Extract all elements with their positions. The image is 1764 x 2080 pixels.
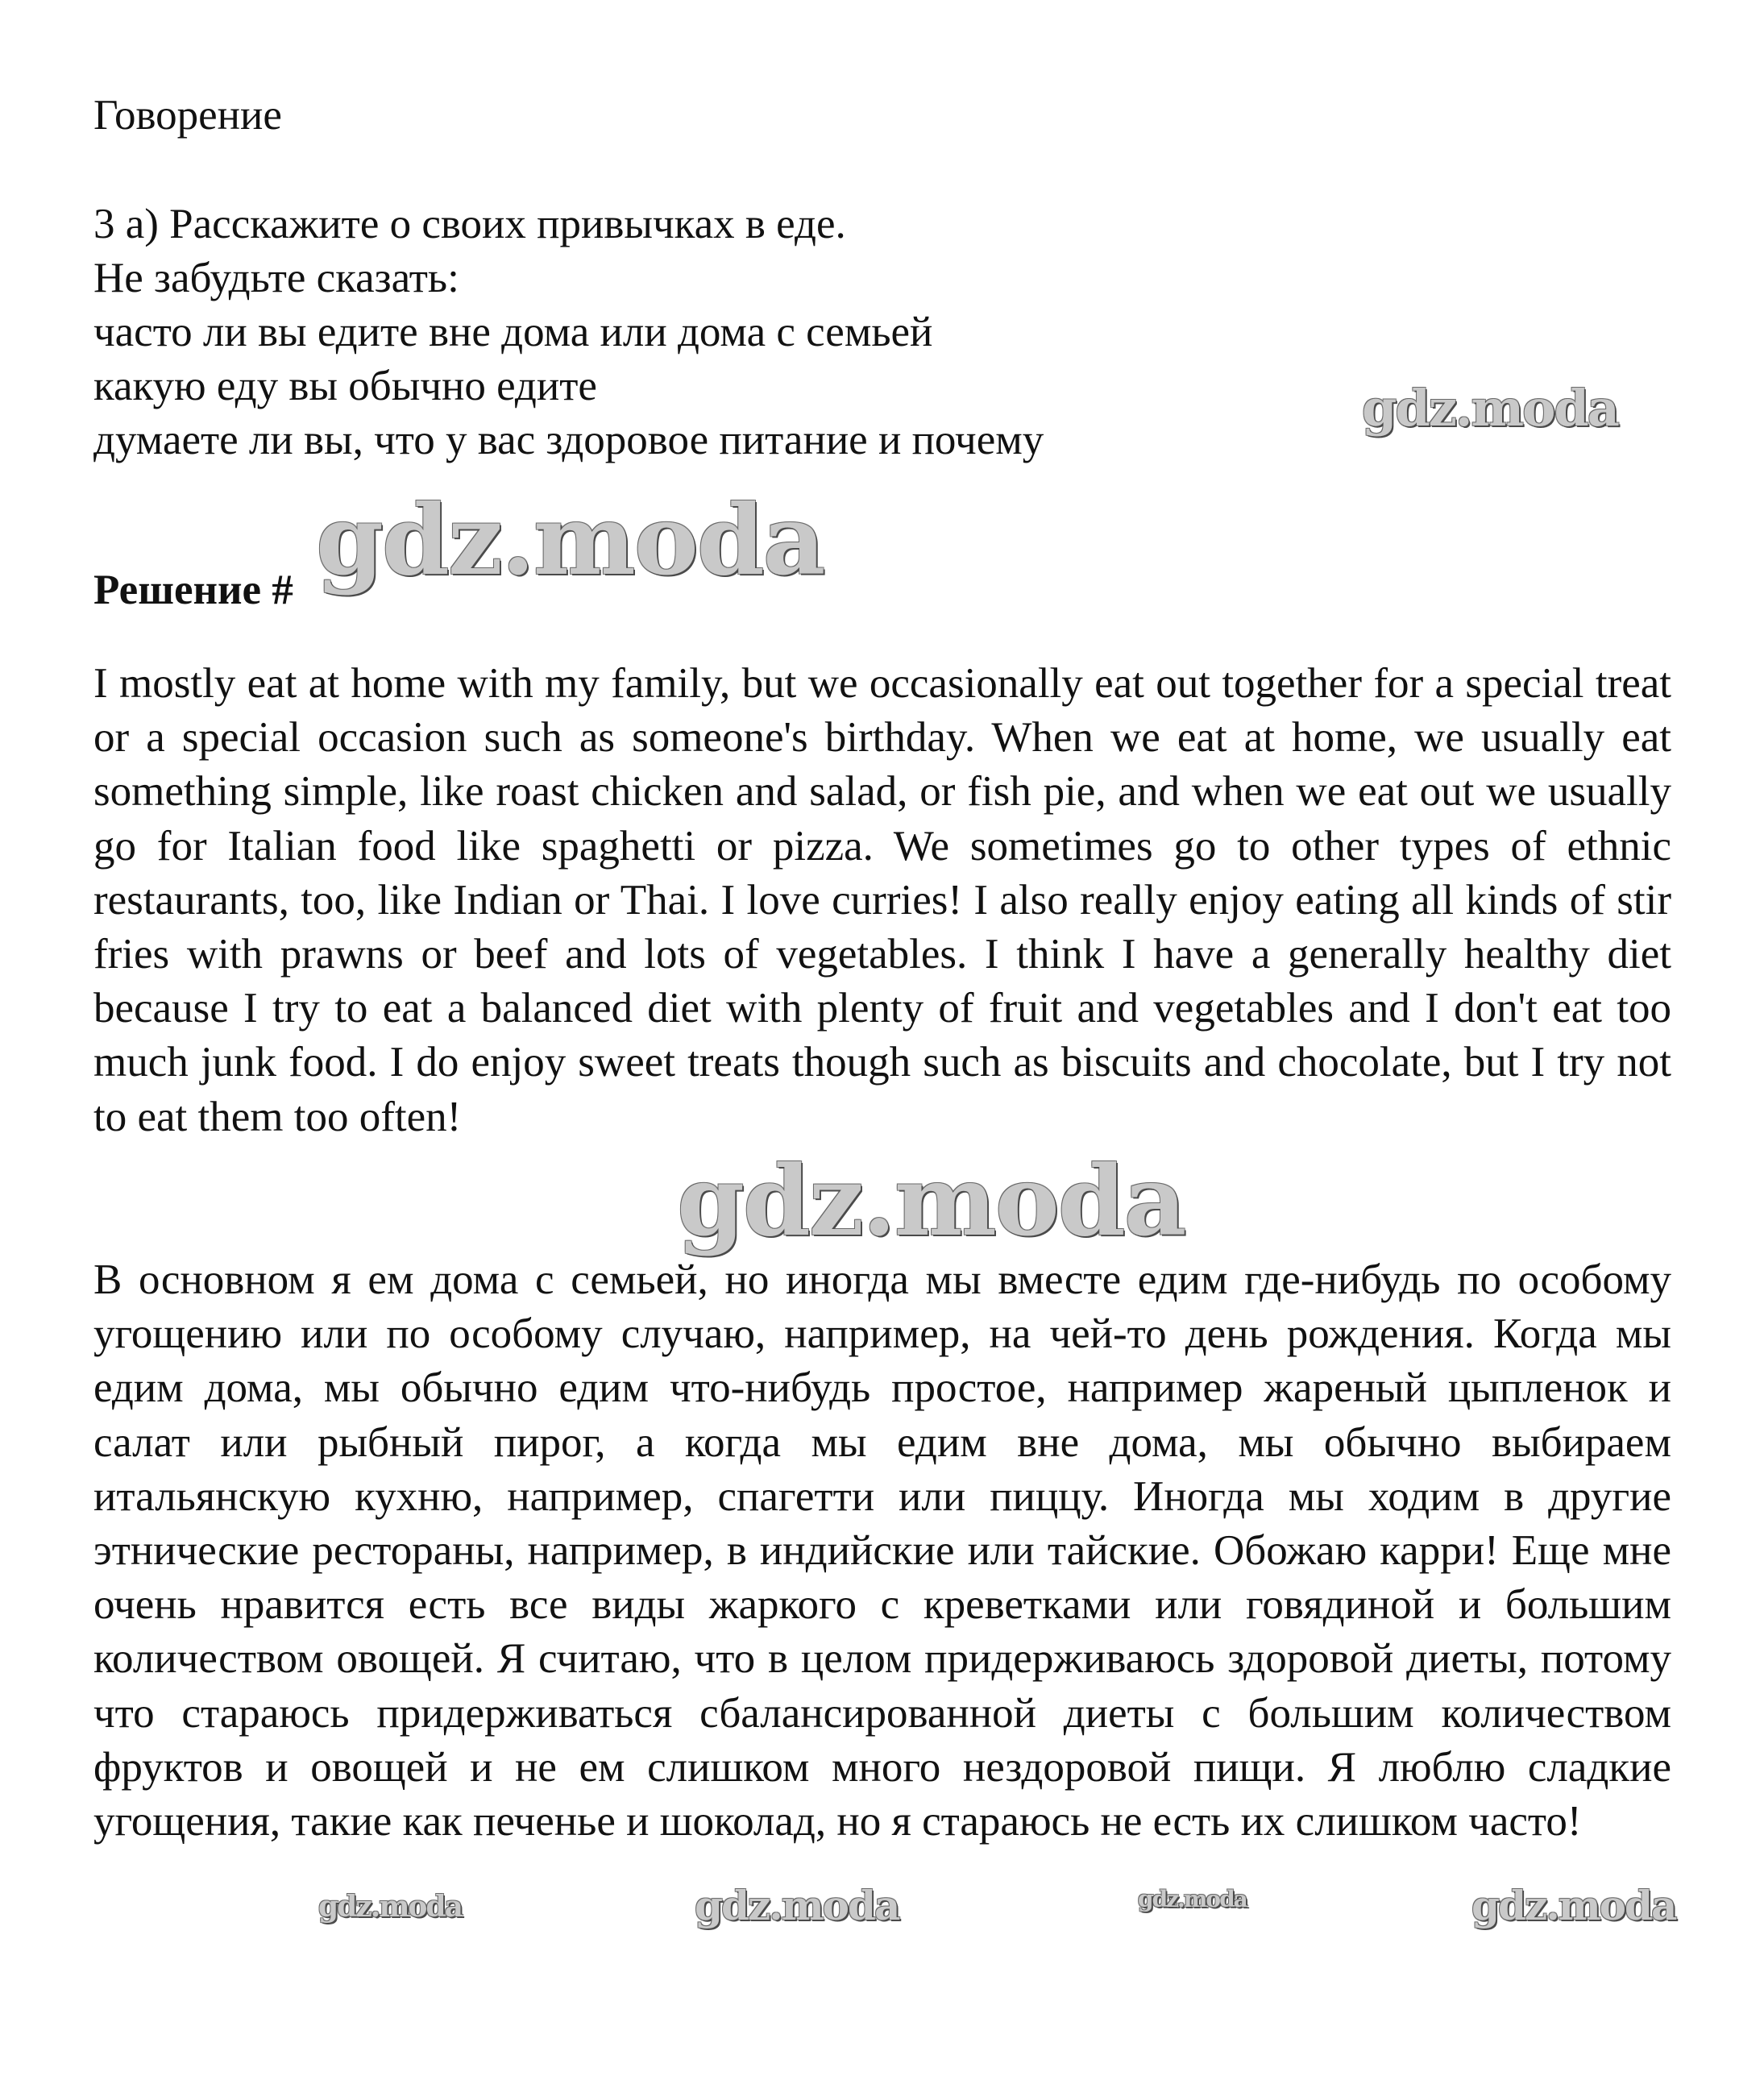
section-title: Говорение (93, 92, 282, 139)
watermark-logo: gdz.moda (318, 1890, 462, 1924)
watermark-logo: gdz.moda (677, 1144, 1185, 1258)
task-line: часто ли вы едите вне дома или дома с семьей (93, 309, 933, 355)
answer-russian: В основном я ем дома с семьей, но иногда мы вместе едим где-нибудь по особому угощению или по особому случаю, например, на чей-то день рождения. Когда мы едим дома, мы обычно едим что-нибудь простое, например жареный цыпленок и салат или рыбный пирог, а когда мы едим вне дома, мы обычно выбираем итальянскую кухню, например, спагетти или пиццу. Иногда мы ходим в другие этнические рестораны, например, в индийские или тайские. Обожаю карри! Еще мне очень нравится есть все виды жаркого с креветками или говядиной и большим количеством овощей. Я считаю, что в целом придерживаюсь здоровой диеты, потому что стараюсь придерживаться сбалансированной диеты с большим количеством фруктов и овощей и не ем слишком много нездоровой пищи. Я люблю сладкие угощения, такие как печенье и шоколад, но я стараюсь не есть их слишком часто! (93, 1256, 1671, 1845)
watermark-logo: gdz.moda (316, 484, 824, 597)
task-line: Не забудьте сказать: (93, 255, 459, 301)
answer-english: I mostly eat at home with my family, but we occasionally eat out together for a special treat or a special occasion such as someone's birthday. When we eat at home, we usually eat something simple, like roast chicken and salad, or fish pie, and when we eat out we usually go for Italian food like spaghetti or pizza. We sometimes go to other types of ethnic restaurants, too, like Indian or Thai. I love curries! I also really enjoy eating all kinds of stir fries with prawns or beef and lots of vegetables. I think I have a generally healthy diet because I try to eat a balanced diet with plenty of fruit and vegetables and I don't eat too much junk food. I do enjoy sweet treats though such as biscuits and chocolate, but I try not to eat them too often! (93, 660, 1671, 1140)
task-line: думаете ли вы, что у вас здоровое питание и почему (93, 417, 1044, 463)
watermark-logo: gdz.moda (1471, 1882, 1676, 1929)
task-line: какую еду вы обычно едите (93, 363, 597, 409)
watermark-logo: gdz.moda (695, 1882, 899, 1929)
task-header: 3 а) Расскажите о своих привычках в еде. (93, 201, 846, 247)
watermark-logo: gdz.moda (1362, 379, 1618, 438)
watermark-logo: gdz.moda (1138, 1886, 1247, 1912)
solution-label: Решение # (93, 567, 293, 613)
